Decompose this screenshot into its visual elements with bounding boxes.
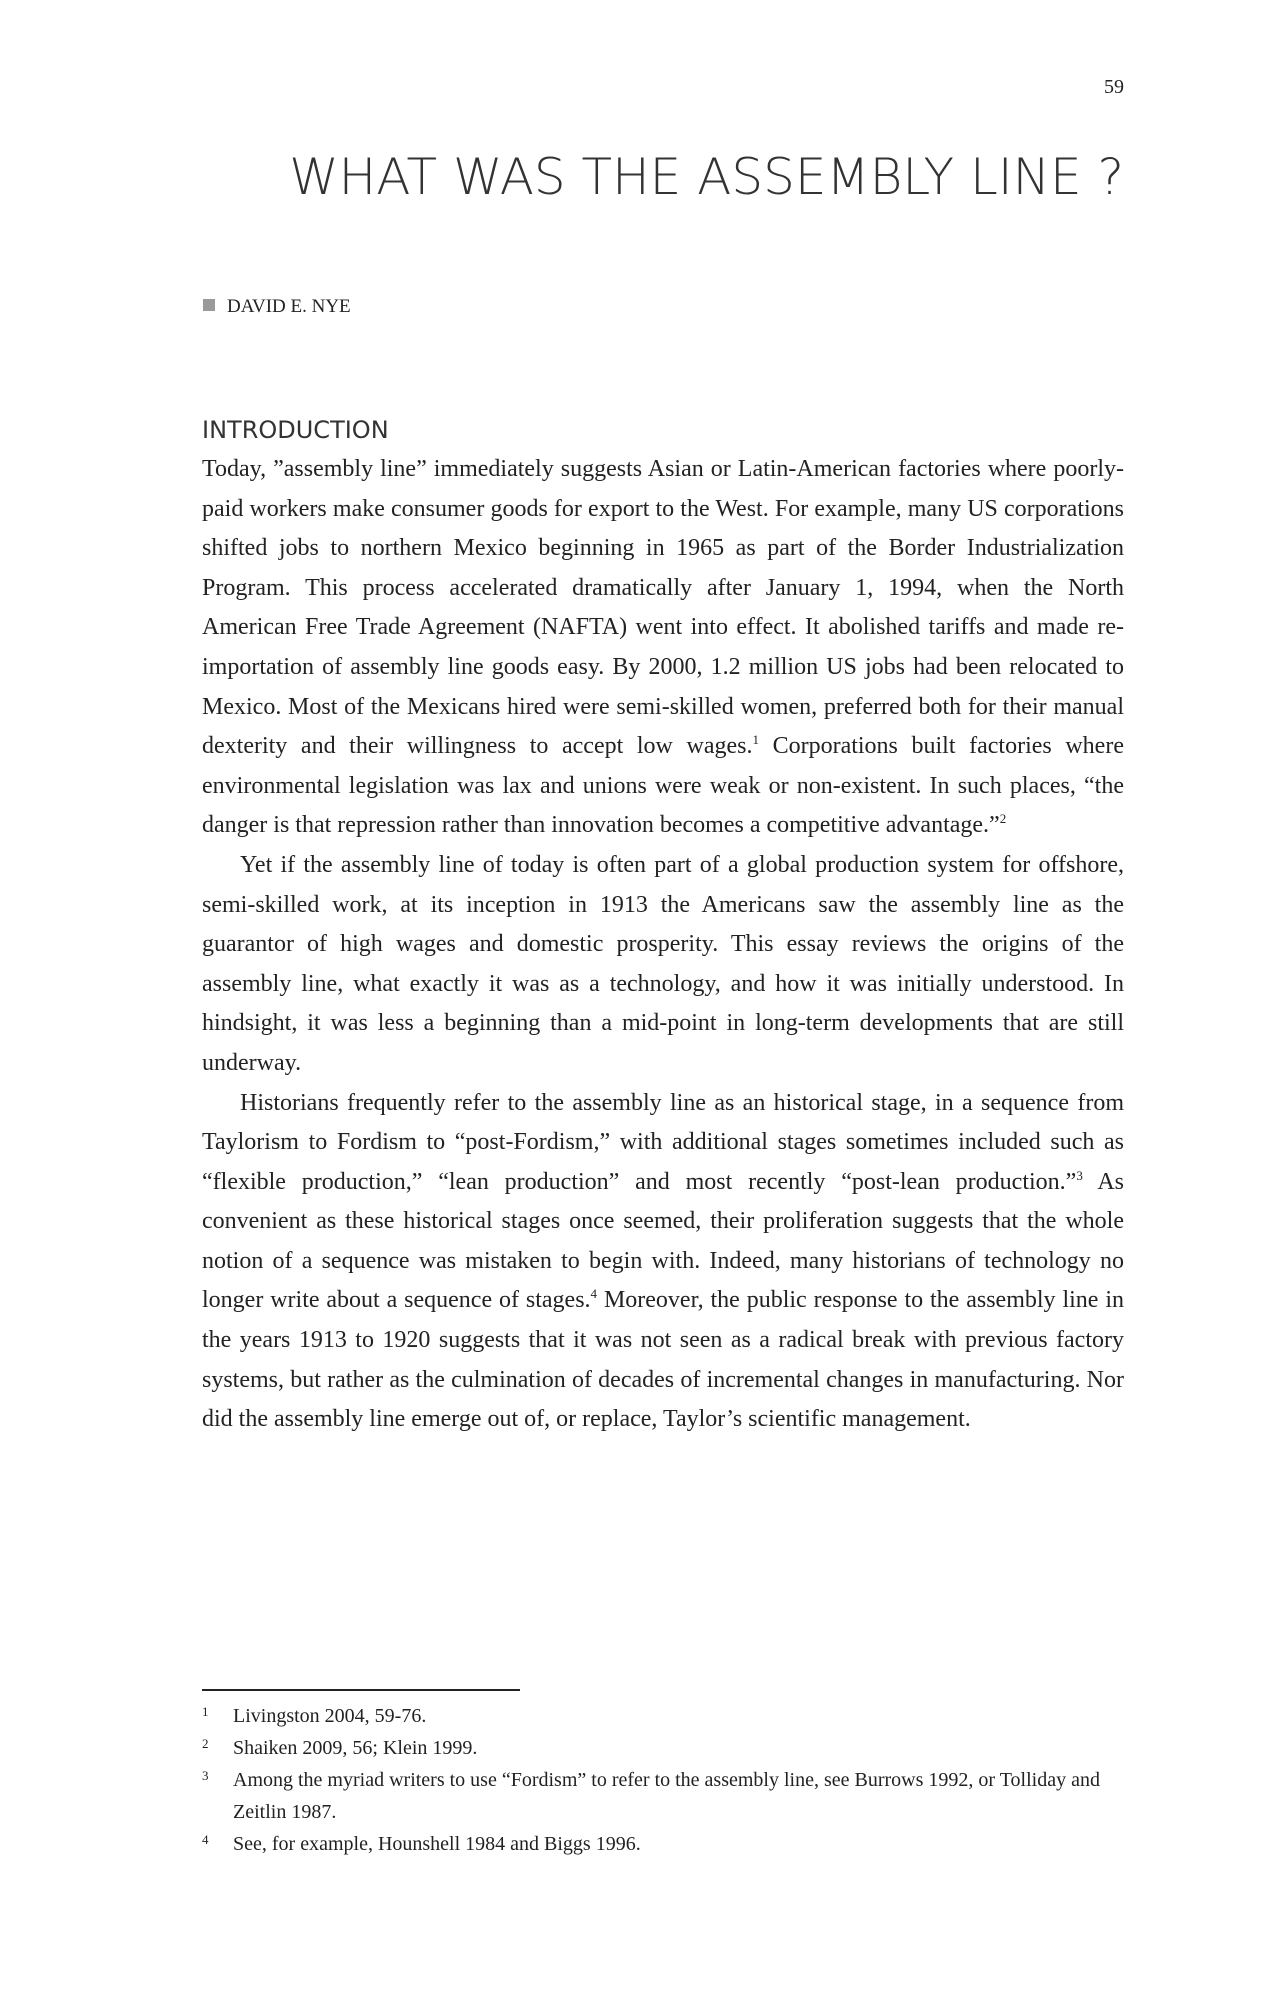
- footnote-item: [202, 1828, 1124, 1860]
- footnote-number: 4: [202, 1832, 209, 1847]
- paragraph-3-text-c: Moreover, the public response to the assembly line in the years 1913 to 1920 suggests that it was not seen as a radical break with previous factory systems, but rather as the culmination of decades of incremental changes in manufacturing. Nor did the assembly line emerge out of, or replace, Taylor’s scientific management.: [202, 1287, 1124, 1433]
- footnote-item: [202, 1700, 1124, 1732]
- paragraph-2: [202, 846, 1124, 1084]
- footnote-number: 3: [202, 1768, 209, 1783]
- paragraph-3-text-a: Historians frequently refer to the assembly line as an historical stage, in a sequence from Taylorism to Fordism to “post-Fordism,” with additional stages sometimes included such as “flexible production,” “lean production” and most recently “post-lean production.”: [202, 1089, 1124, 1195]
- section-heading: INTRODUCTION: [202, 416, 389, 444]
- footnote-number: 1: [202, 1704, 209, 1719]
- body-text: [202, 412, 1124, 1440]
- footnote-text: Among the myriad writers to use “Fordism” to refer to the assembly line, see Burrows 1992, or Tolliday and Zeitlin 1987.: [233, 1769, 1100, 1823]
- paragraph-1-text-a: Today, ”assembly line” immediately suggests Asian or Latin-American factories where poorly-paid workers make consumer goods for export to the West. For example, many US corporations shifted jobs to northern Mexico beginning in 1965 as part of the Border Industrialization Program. This process accelerated dramatically after January 1, 1994, when the North American Free Trade Agreement (NAFTA) went into effect. It abolished tariffs and made re-importation of assembly line goods easy. By 2000, 1.2 million US jobs had been relocated to Mexico. Most of the Mexicans hired were semi-skilled women, preferred both for their manual dexterity and their willingness to accept low wages.: [202, 456, 1124, 760]
- page-number: 59: [1104, 76, 1124, 98]
- author-line: [203, 296, 351, 318]
- footnote-divider: [202, 1689, 520, 1691]
- footnote-text: See, for example, Hounshell 1984 and Biggs 1996.: [233, 1833, 641, 1855]
- author-name: DAVID E. NYE: [227, 296, 351, 317]
- paragraph-3: [202, 1084, 1124, 1440]
- paragraph-1-text-b: Corporations built factories where environmental legislation was lax and unions were weak or non-existent. In such places, “the danger is that repression rather than innovation becomes a competitive advantage.”: [202, 733, 1124, 839]
- footnote-item: [202, 1732, 1124, 1764]
- footnote-text: Shaiken 2009, 56; Klein 1999.: [233, 1737, 478, 1759]
- footnote-ref-1[interactable]: 1: [752, 732, 759, 748]
- footnotes: [202, 1700, 1124, 1860]
- paragraph-1: [202, 450, 1124, 846]
- article-title: WHAT WAS THE ASSEMBLY LINE ?: [289, 148, 1124, 206]
- square-bullet-icon: [203, 299, 215, 311]
- footnote-text: Livingston 2004, 59-76.: [233, 1705, 427, 1727]
- footnote-ref-3[interactable]: 3: [1076, 1167, 1083, 1183]
- footnote-item: [202, 1764, 1124, 1828]
- footnote-ref-4[interactable]: 4: [590, 1286, 598, 1302]
- paragraph-3-text-b: As convenient as these historical stages once seemed, their proliferation suggests that the whole notion of a sequence was mistaken to begin with. Indeed, many historians of technology no longer write about a sequence of stages.: [202, 1168, 1124, 1314]
- paragraph-2-text: Yet if the assembly line of today is often part of a global production system for offshore, semi-skilled work, at its inception in 1913 the Americans saw the assembly line as the guarantor of high wages and domestic prosperity. This essay reviews the origins of the assembly line, what exactly it was as a technology, and how it was initially understood. In hindsight, it was less a beginning than a mid-point in long-term developments that are still underway.: [202, 851, 1124, 1076]
- footnote-number: 2: [202, 1736, 209, 1751]
- footnote-ref-2[interactable]: 2: [999, 811, 1007, 827]
